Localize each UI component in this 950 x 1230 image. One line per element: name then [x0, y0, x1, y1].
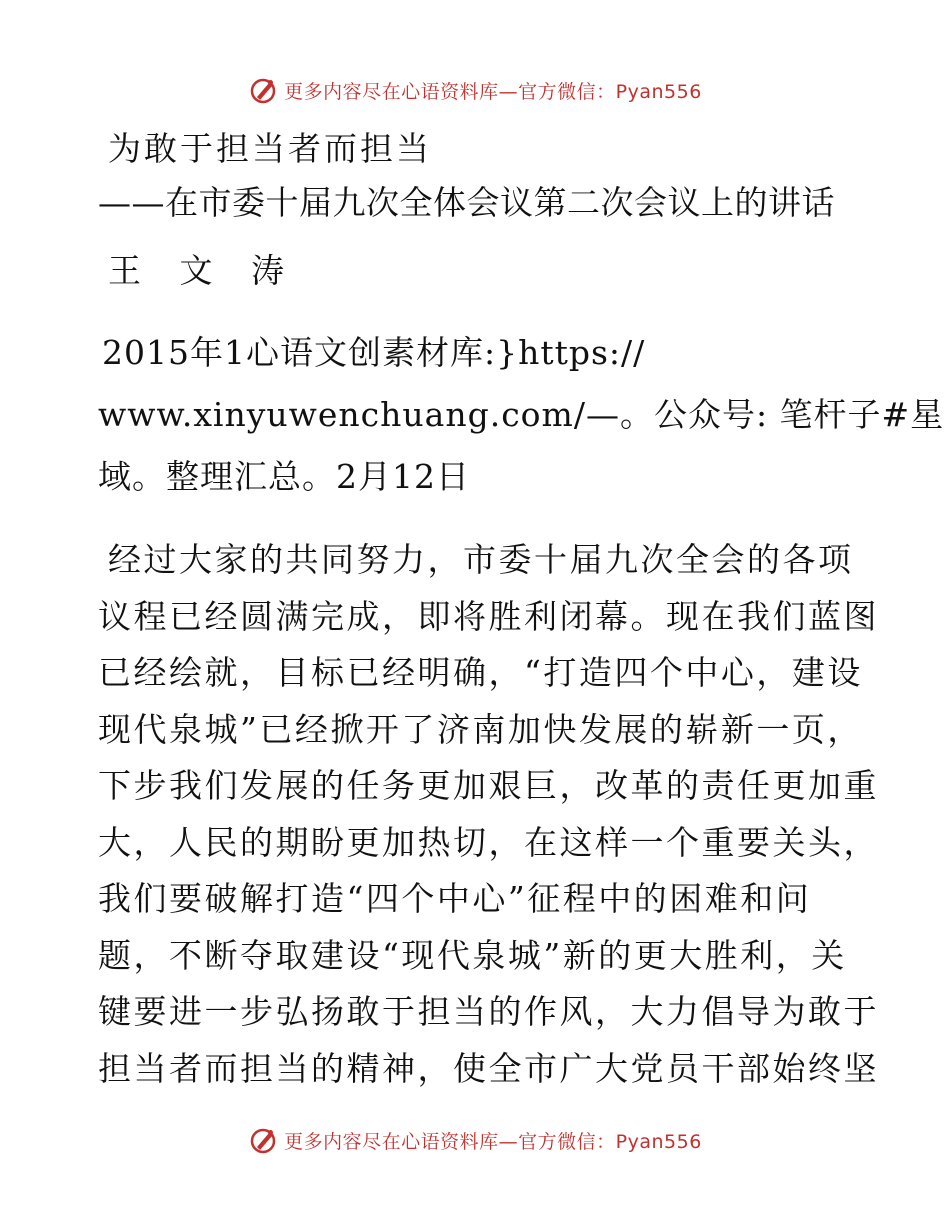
document-subtitle: ——在市委十届九次全体会议第二次会议上的讲话	[98, 183, 835, 222]
meta-line: 域。整理汇总。2月12日	[98, 457, 470, 496]
meta-line: www.xinyuwenchuang.com/—。公众号: 笔杆子#星	[98, 395, 945, 434]
paragraph	[98, 532, 879, 1097]
paragraph-line: 我们要破解打造“四个中心”征程中的困难和问	[98, 879, 812, 918]
paragraph-line: 经过大家的共同努力，市委十届九次全会的各项	[108, 540, 854, 579]
meta-line: 2015年1心语文创素材库:}https://	[102, 333, 646, 372]
watermark-text: 更多内容尽在心语资料库—官方微信：Pyan556	[284, 80, 702, 103]
pen-logo-icon	[248, 75, 278, 105]
paragraph-line: 担当者而担当的精神，使全市广大党员干部始终坚	[98, 1048, 879, 1088]
paragraph-line: 下步我们发展的任务更加艰巨，改革的责任更加重	[98, 766, 879, 805]
pen-logo-icon	[248, 1125, 278, 1155]
paragraph-line: 现代泉城”已经掀开了济南加快发展的崭新一页，	[98, 709, 863, 749]
paragraph-line: 已经绘就，目标已经明确，“打造四个中心，建设	[98, 653, 863, 692]
watermark-text: 更多内容尽在心语资料库—官方微信：Pyan556	[284, 1130, 702, 1153]
document-author: 王 文 涛	[108, 251, 298, 290]
document-body	[98, 122, 945, 1097]
paragraph-line: 大，人民的期盼更加热切，在这样一个重要关头，	[98, 822, 879, 862]
paragraph-line: 键要进一步弘扬敢于担当的作风，大力倡导为敢于	[98, 992, 879, 1031]
paragraph-line: 议程已经圆满完成，即将胜利闭幕。现在我们蓝图	[98, 596, 879, 636]
watermark-banner-top	[0, 70, 950, 110]
meta-block	[98, 322, 945, 508]
watermark-banner-bottom	[0, 1120, 950, 1160]
document-title: 为敢于担当者而担当	[108, 129, 432, 168]
paragraph-line: 题，不断夺取建设“现代泉城”新的更大胜利，关	[98, 935, 847, 975]
